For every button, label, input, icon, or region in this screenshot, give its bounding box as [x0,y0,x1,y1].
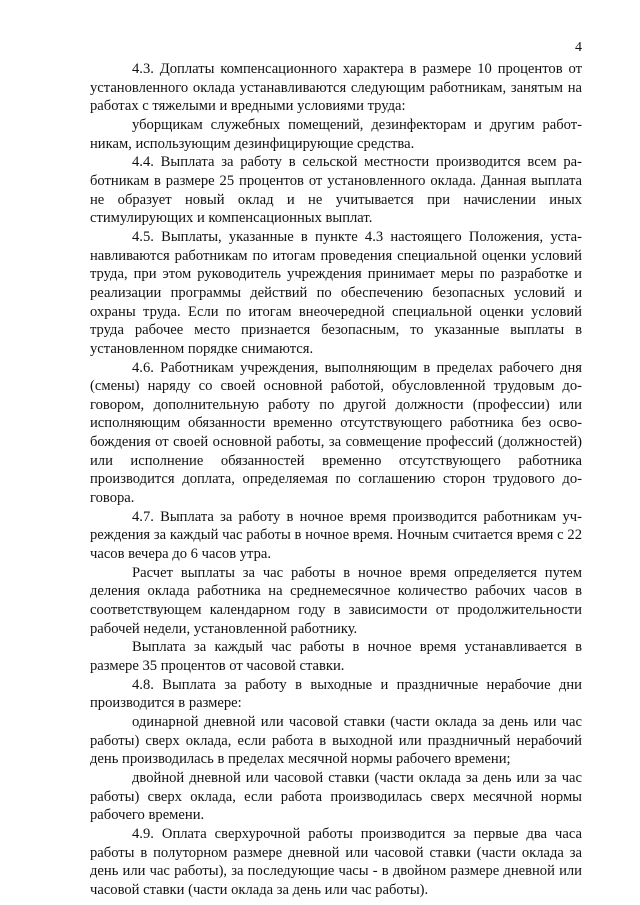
paragraph-4-3: 4.3. Доплаты компенсационного характера в размере 10 процентов от установленного оклада устанавливаются следующим работникам, занятым на работах с тяжелыми и вредными условиями труда: [90,61,582,115]
paragraph-4-6: 4.6. Работникам учреждения, выполняющим в пределах рабочего дня (смены) наряду со своей основной работой, обусловленной трудовым договором, дополнительную работу по другой должности (профессии) или исполняющим обязанности временно отсутствующего работника без освобождения от своей основной работы, за совмещение профессий (должностей) или исполнение обязанностей временно отсутствующего работника производится доплата, определяемая по соглашению сторон трудового договора. [90,359,582,507]
paragraph-night-rate: Выплата за каждый час работы в ночное время устанавливается в размере 35 процентов от часовой ставки. [90,639,582,674]
paragraph-4-8-double-rate: двойной дневной или часовой ставки (части оклада за день или за час работы) сверх оклада, если работа производилась сверх месячной нормы рабочего времени. [90,769,582,824]
page-number: 4 [575,40,582,55]
paragraph-4-7: 4.7. Выплата за работу в ночное время производится работникам учреждения за каждый час работы в ночное время. Ночным считается время с 22 часов вечера до 6 часов утра. [90,508,582,563]
document-body [90,60,582,900]
paragraph-4-4: 4.4. Выплата за работу в сельской местности производится всем работникам в размере 25 процентов от установленного оклада. Данная выплата не образует новый оклад и не учитывается при начислении иных стимулирующих и компенсационных выплат. [90,154,582,227]
paragraph-night-calculation: Расчет выплаты за час работы в ночное время определяется путем деления оклада работника на среднемесячное количество рабочих часов в соответствующем календарном году в зависимости от продолжительности рабочей недели, установленной работнику. [90,564,582,637]
paragraph-4-9: 4.9. Оплата сверхурочной работы производится за первые два часа работы в полуторном размере дневной или часовой ставки (части оклада за день или час работы), за последующие часы - в двойном размере дневной или часовой ставки (части оклада за день или час работы). [90,825,582,898]
paragraph-4-8: 4.8. Выплата за работу в выходные и праздничные нерабочие дни производится в размере: [90,676,582,712]
paragraph-4-5: 4.5. Выплаты, указанные в пункте 4.3 настоящего Положения, устанавливаются работникам по итогам проведения специальной оценки условий труда, при этом руководитель учреждения принимает меры по разработке и реализации программы действий по обеспечению безопасных условий и охраны труда. Если по итогам внеочередной специальной оценки условий труда рабочее место признается безопасным, то указанные выплаты в установленном порядке снимаются. [90,228,582,357]
paragraph-4-3-list-item: уборщикам служебных помещений, дезинфекторам и другим работникам, использующим дезинфицирующие средства. [90,116,582,152]
paragraph-4-8-single-rate: одинарной дневной или часовой ставки (части оклада за день или час работы) сверх оклада, если работа в выходной или праздничный нерабочий день производилась в пределах месячной нормы рабочего времени; [90,713,582,768]
